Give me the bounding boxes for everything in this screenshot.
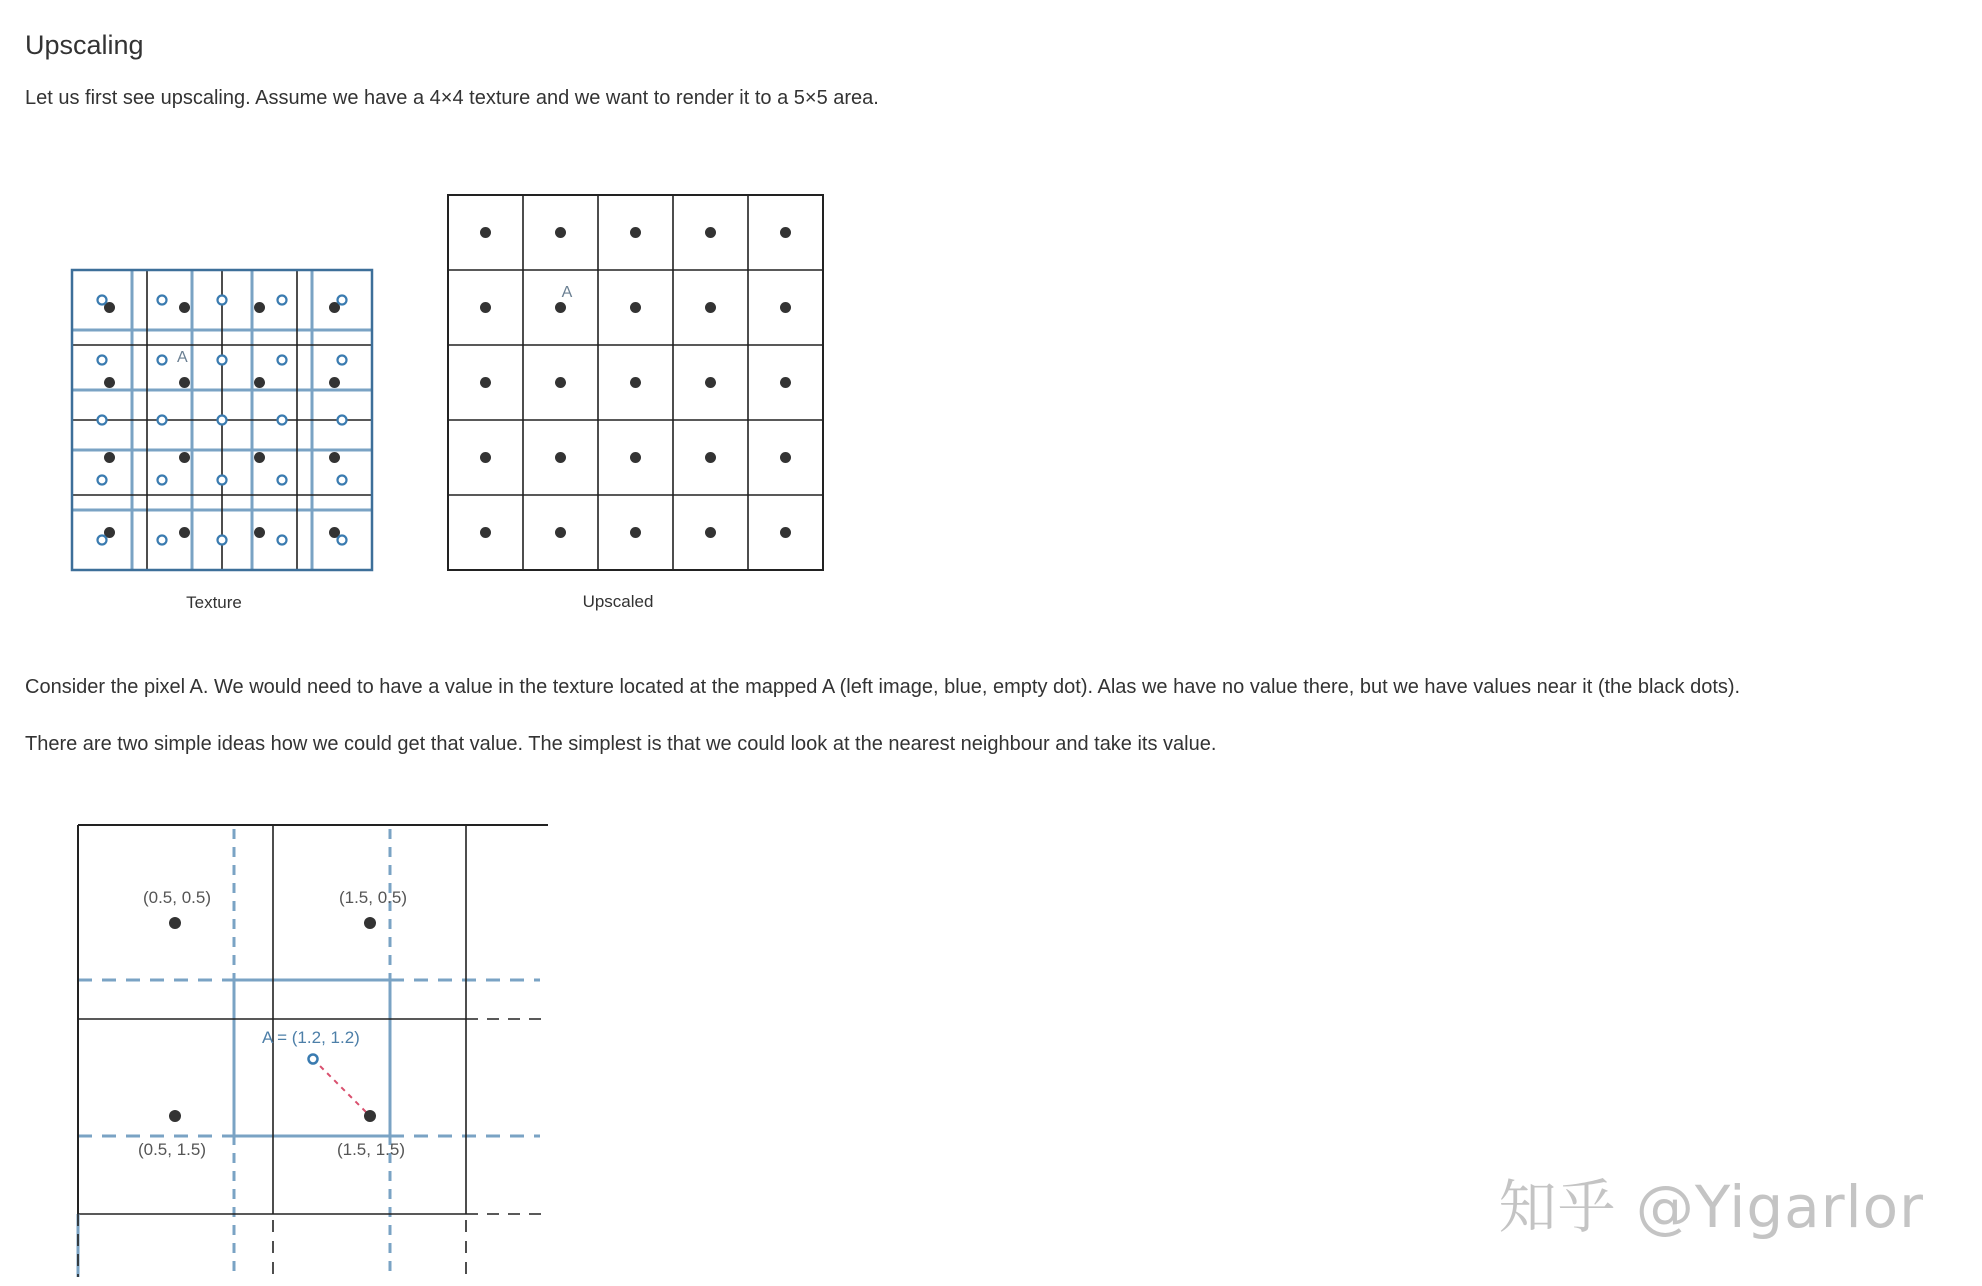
sample-circle <box>278 296 287 305</box>
pixel-dot <box>480 377 491 388</box>
sample-circle <box>98 356 107 365</box>
upscaled-point-a-label: A <box>561 284 573 301</box>
texel-dot <box>179 377 190 388</box>
texel-dot <box>364 917 376 929</box>
texel-dot <box>254 302 265 313</box>
texel-dot <box>169 917 181 929</box>
sample-circle <box>338 536 347 545</box>
sample-circle <box>98 476 107 485</box>
pixel-dot <box>555 227 566 238</box>
sample-circle <box>158 416 167 425</box>
pixel-dot <box>630 377 641 388</box>
label-point-00: (0.5, 0.5) <box>142 888 212 907</box>
sample-circle <box>218 296 227 305</box>
sample-circle <box>158 536 167 545</box>
texture-point-a-label: A <box>177 349 188 366</box>
texel-dot <box>329 377 340 388</box>
paragraph-pixel-a: Consider the pixel A. We would need to have a value in the texture located at the mapped A (left image, blue, empty dot). Alas we have no value there, but we have values near it (the black dots). <box>25 676 1741 698</box>
texel-dot <box>169 1110 181 1122</box>
sample-circle <box>98 296 107 305</box>
sample-circle <box>158 296 167 305</box>
paragraph-nearest: There are two simple ideas how we could get that value. The simplest is that we could look at the nearest neighbour and take its value. <box>25 733 1217 755</box>
sample-circle <box>218 416 227 425</box>
texel-dot <box>104 377 115 388</box>
texel-dot <box>254 527 265 538</box>
nearest-link-line <box>313 1059 370 1116</box>
pixel-dot <box>780 527 791 538</box>
sample-circle <box>338 416 347 425</box>
upscaled-figure <box>448 195 823 570</box>
texture-caption: Texture <box>186 593 242 612</box>
sample-circle <box>218 356 227 365</box>
sample-circle <box>158 356 167 365</box>
upscaled-caption: Upscaled <box>582 592 654 611</box>
sample-circle <box>218 536 227 545</box>
texel-dot <box>254 377 265 388</box>
pixel-dot <box>630 302 641 313</box>
sample-circle <box>338 296 347 305</box>
label-point-10: (1.5, 0.5) <box>338 888 408 907</box>
pixel-dot <box>780 302 791 313</box>
mapped-point-circle <box>309 1055 318 1064</box>
sample-circle <box>278 416 287 425</box>
sample-circle <box>218 476 227 485</box>
watermark: 知乎 @Yigarlor <box>1498 1173 1924 1241</box>
sample-circle <box>338 356 347 365</box>
pixel-dot <box>630 227 641 238</box>
pixel-dot <box>480 452 491 463</box>
texel-dot <box>179 527 190 538</box>
pixel-dot <box>705 227 716 238</box>
pixel-dot <box>555 302 566 313</box>
section-heading: Upscaling <box>25 30 144 60</box>
pixel-dot <box>480 302 491 313</box>
pixel-dot <box>780 377 791 388</box>
sample-circle <box>278 536 287 545</box>
sample-circle <box>278 356 287 365</box>
sample-circle <box>158 476 167 485</box>
paragraph-intro: Let us first see upscaling. Assume we have a 4×4 texture and we want to render it to a 5×5 area. <box>25 87 879 109</box>
pixel-dot <box>480 227 491 238</box>
sample-circle <box>98 416 107 425</box>
pixel-dot <box>630 452 641 463</box>
pixel-dot <box>705 452 716 463</box>
texel-dot <box>179 452 190 463</box>
texel-dot <box>254 452 265 463</box>
pixel-dot <box>705 377 716 388</box>
texel-dot <box>364 1110 376 1122</box>
label-point-01: (0.5, 1.5) <box>137 1140 207 1159</box>
pixel-dot <box>555 377 566 388</box>
pixel-dot <box>480 527 491 538</box>
label-mapped-a: A = (1.2, 1.2) <box>262 1028 360 1047</box>
pixel-dot <box>705 302 716 313</box>
texel-dot <box>104 452 115 463</box>
pixel-dot <box>630 527 641 538</box>
pixel-dot <box>705 527 716 538</box>
label-point-11: (1.5, 1.5) <box>336 1140 406 1159</box>
pixel-dot <box>780 227 791 238</box>
pixel-dot <box>555 452 566 463</box>
sample-circle <box>278 476 287 485</box>
texel-dot <box>329 452 340 463</box>
texel-dot <box>179 302 190 313</box>
texture-figure <box>72 270 372 570</box>
pixel-dot <box>780 452 791 463</box>
sample-circle <box>98 536 107 545</box>
pixel-dot <box>555 527 566 538</box>
sample-circle <box>338 476 347 485</box>
